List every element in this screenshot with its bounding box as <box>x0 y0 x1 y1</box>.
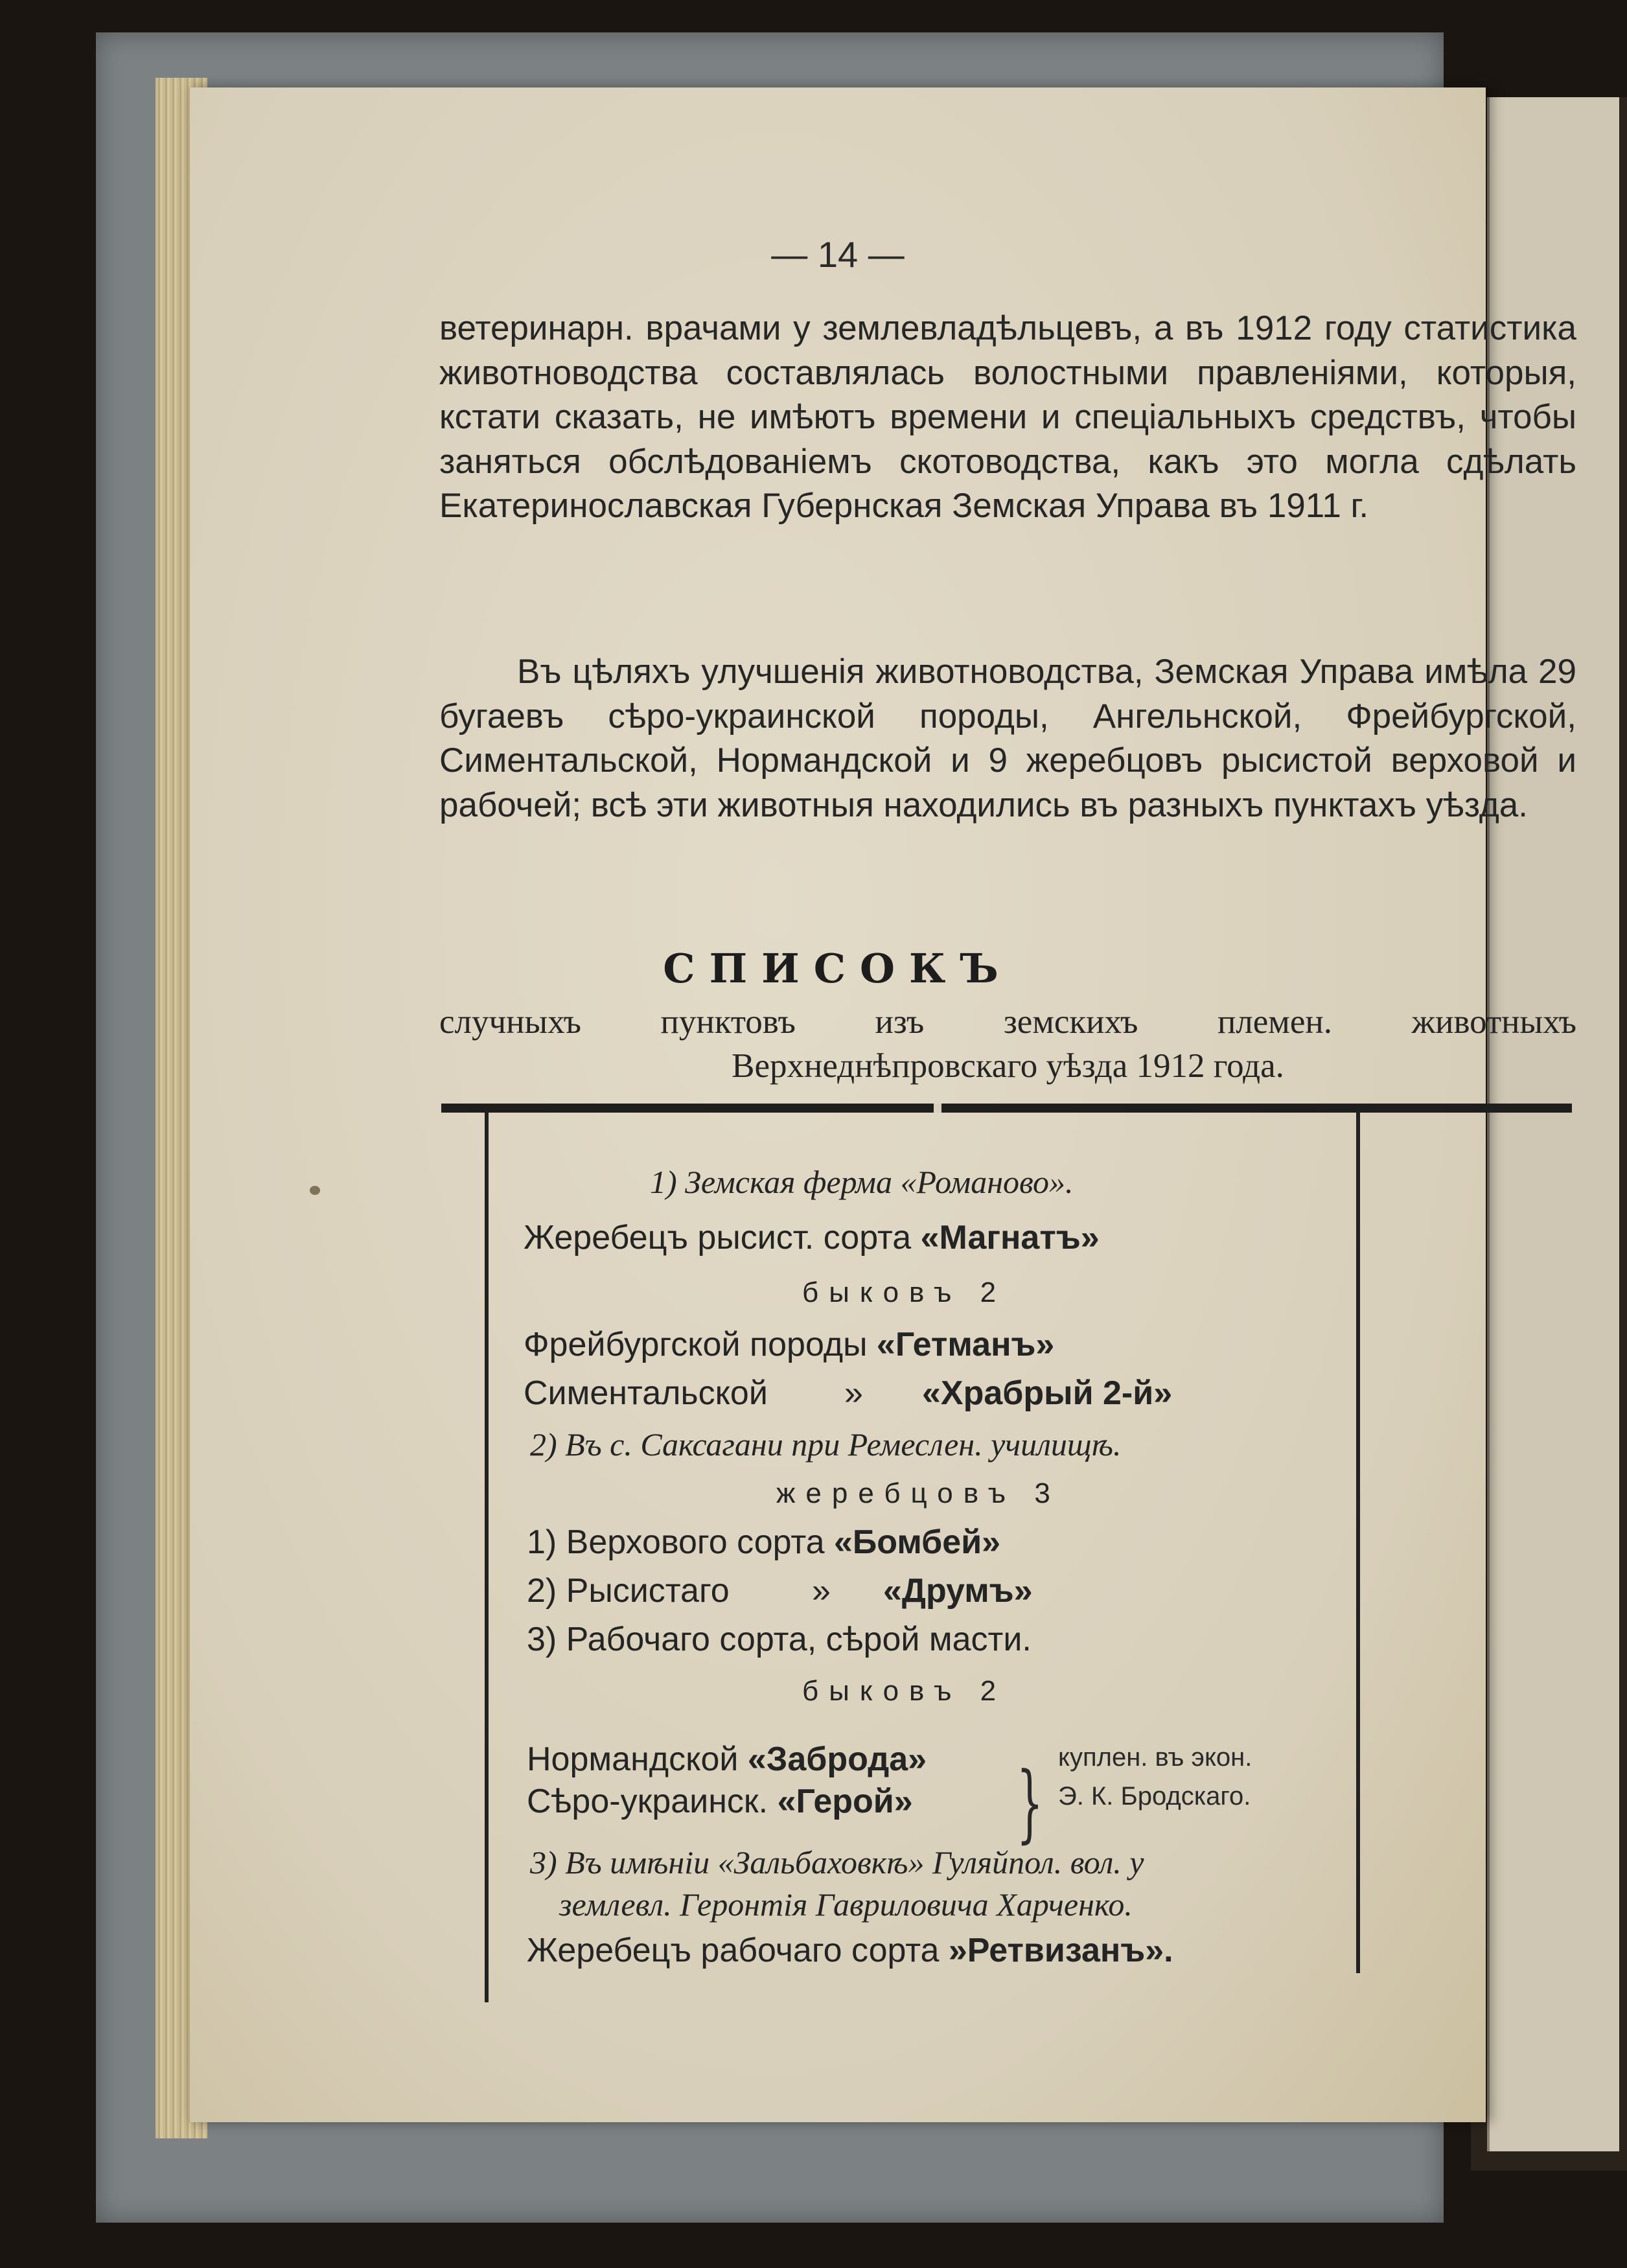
s2-item-3: 3) Рабочаго сорта, сѣрой масти. <box>527 1621 1032 1658</box>
section-1-heading: 1) Земская ферма «Романово». <box>650 1164 1074 1200</box>
s2-bull-2-name: «Герой» <box>777 1783 913 1820</box>
s3-stallion-prefix: Жеребецъ рабочаго сорта <box>527 1932 949 1969</box>
s1-bulls-heading: быковъ 2 <box>802 1277 1007 1308</box>
s1-bull-1 <box>524 1325 1054 1364</box>
table-right-rule <box>1356 1111 1360 1973</box>
table-left-rule <box>485 1111 489 2002</box>
s2-item-2-ditto: » <box>812 1572 831 1610</box>
s2-item-1-name: «Бомбей» <box>834 1523 1001 1561</box>
s1-stallion <box>524 1218 1100 1257</box>
s1-stallion-prefix: Жеребецъ рысист. сорта <box>524 1219 921 1256</box>
s2-item-1 <box>527 1523 1000 1562</box>
s2-bought-1: куплен. въ экон. <box>1058 1743 1252 1772</box>
s2-stallions-heading: жеребцовъ 3 <box>776 1477 1061 1509</box>
s2-item-2-name: «Друмъ» <box>883 1572 1033 1610</box>
book-page <box>188 87 1576 2122</box>
s2-bull-2 <box>527 1782 913 1821</box>
s2-bought-2: Э. К. Бродскаго. <box>1058 1782 1251 1811</box>
list-subtitle-1: случныхъ пунктовъ изъ земскихъ племен. животныхъ <box>439 1003 1576 1041</box>
s2-bull-1 <box>527 1740 927 1779</box>
s1-bull-2-prefix: Симентальской <box>524 1374 768 1412</box>
section-2-heading: 2) Въ с. Саксагани при Ремеслен. училищѣ. <box>530 1426 1122 1463</box>
list-subtitle-2: Верхнеднѣпровскаго уѣзда 1912 года. <box>732 1047 1284 1085</box>
curly-brace-icon: } <box>1016 1753 1044 1852</box>
s1-bull-2 <box>524 1374 768 1413</box>
section-3-heading-1: 3) Въ имѣніи «Зальбаховкѣ» Гуляйпол. вол. у <box>530 1844 1144 1880</box>
page-number: — 14 — <box>771 234 905 275</box>
s2-item-1-prefix: 1) Верхового сорта <box>527 1523 834 1561</box>
paragraph-1: ветеринарн. врачами у землевладѣльцевъ, а въ 1912 году статистика животноводства составлялась волостными правленіями, которыя, кстати сказать, не имѣютъ времени и спеціальныхъ средствъ, чтобы заняться обслѣдованіемъ скотоводства, какъ это могла сдѣлать Екатеринославская Губернская Земская Управа въ 1911 г. <box>439 309 1576 526</box>
s2-item-2-prefix: 2) Рысистаго <box>527 1572 730 1610</box>
s2-bulls-heading: быковъ 2 <box>802 1675 1007 1707</box>
s2-bull-2-prefix: Сѣро-украинск. <box>527 1783 778 1820</box>
ink-stain <box>310 1186 320 1195</box>
s1-bull-2-ditto: » <box>844 1374 863 1412</box>
s2-bull-1-name: «Заброда» <box>747 1741 927 1778</box>
table-top-rule <box>441 1104 1572 1113</box>
s3-stallion-name: »Ретвизанъ». <box>948 1932 1173 1969</box>
s2-bull-1-prefix: Нормандской <box>527 1741 748 1778</box>
list-title: СПИСОКЪ <box>663 945 1013 992</box>
section-3-heading-2: землевл. Геронтія Гавриловича Харченко. <box>559 1886 1133 1923</box>
paragraph-2: Въ цѣляхъ улучшенія животноводства, Земская Управа имѣла 29 бугаевъ сѣро-украинской породы, Ангельнской, Фрейбургской, Симентальской, Нормандской и 9 жеребцовъ рысистой верховой и рабочей; всѣ эти животныя находились въ разныхъ пунктахъ уѣзда. <box>439 653 1576 824</box>
s1-bull-2-name: «Храбрый 2-й» <box>922 1374 1173 1412</box>
s3-stallion <box>527 1931 1173 1970</box>
s1-stallion-name: «Магнатъ» <box>920 1219 1100 1256</box>
s1-bull-1-prefix: Фрейбургской породы <box>524 1326 877 1363</box>
s1-bull-1-name: «Гетманъ» <box>876 1326 1055 1363</box>
